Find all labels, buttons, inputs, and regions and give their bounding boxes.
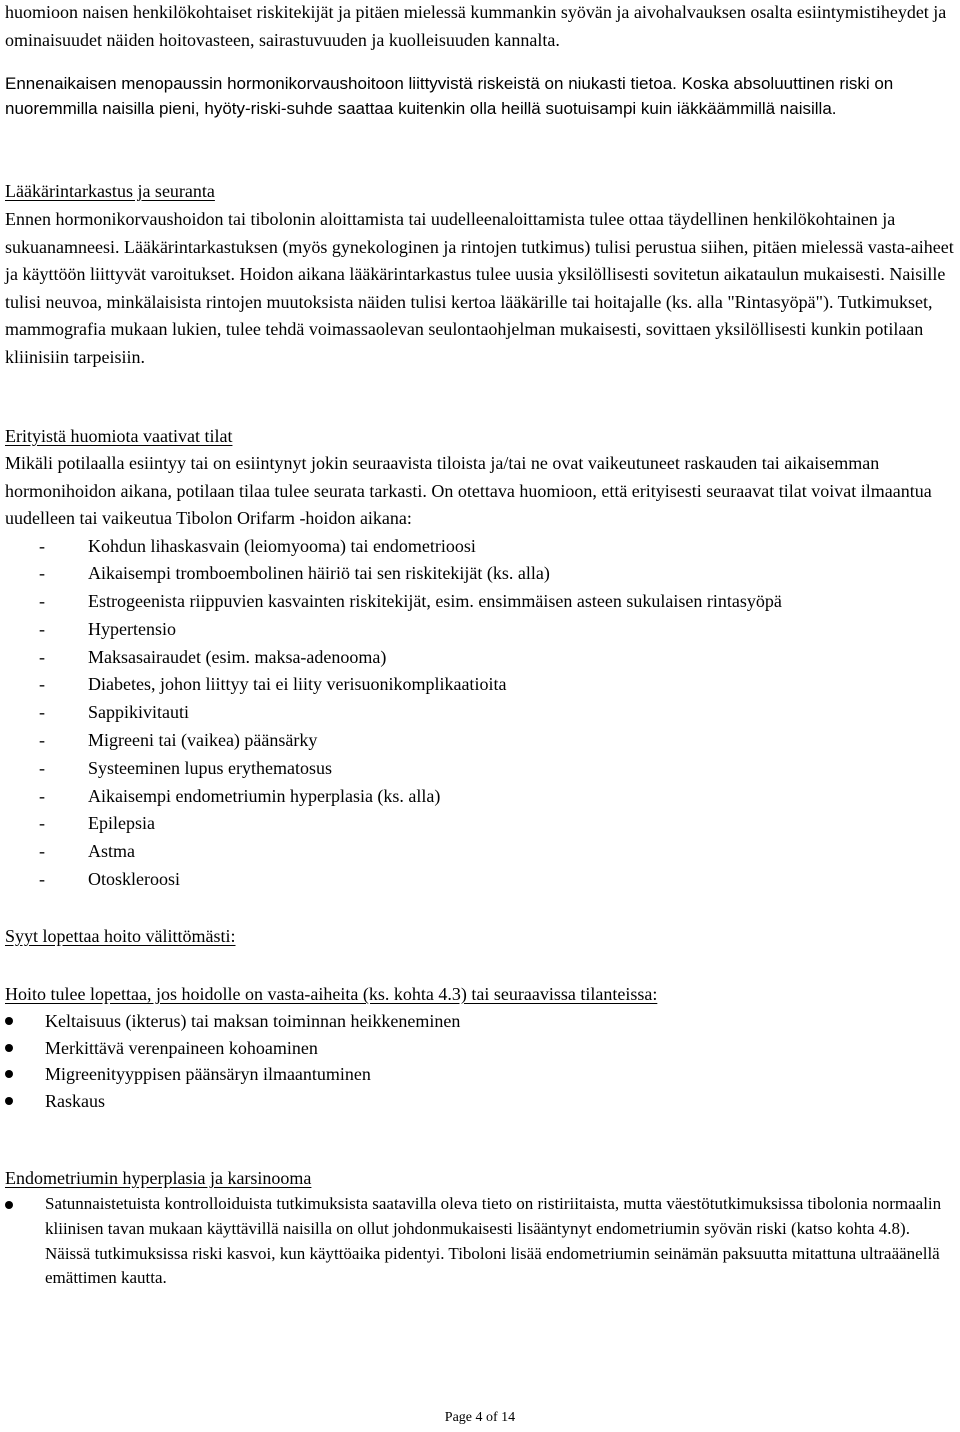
list-item-text: Systeeminen lupus erythematosus	[88, 757, 332, 778]
dash-marker: -	[39, 869, 45, 890]
section-checkup	[5, 178, 955, 371]
list-item-text: Merkittävä verenpaineen kohoaminen	[45, 1037, 318, 1058]
section-heading-endometrium: Endometriumin hyperplasia ja karsinooma	[5, 1168, 312, 1188]
list-item	[5, 616, 955, 644]
list-item-text: Migreenityyppisen päänsäryn ilmaantuminen	[45, 1064, 371, 1084]
list-item-text: Raskaus	[45, 1090, 105, 1111]
list-item-text: Epilepsia	[88, 813, 155, 834]
list-item-text: Estrogeenista riippuvien kasvainten riskitekijät, esim. ensimmäisen asteen sukulaisen rintasyöpä	[88, 591, 782, 612]
bullet-icon	[5, 1044, 13, 1052]
section-heading-checkup: Lääkärintarkastus ja seuranta	[5, 181, 215, 201]
section-endometrium	[5, 1165, 955, 1291]
dash-marker: -	[39, 785, 45, 806]
list-item	[5, 866, 955, 894]
conditions-list	[5, 533, 955, 894]
intro-paragraph: huomioon naisen henkilökohtaiset riskitekijät ja pitäen mielessä kummankin syövän ja aivohalvauksen osalta esiintymistiheydet ja ominaisuudet näiden hoitovasteen, sairastuvuuden ja kuolleisuuden kannalta.	[5, 2, 947, 50]
dash-marker: -	[39, 813, 45, 834]
page-footer: Page 4 of 14	[444, 1410, 516, 1425]
section-stop	[5, 923, 955, 950]
section-special	[5, 423, 955, 894]
list-item	[5, 810, 955, 838]
dash-marker: -	[39, 730, 45, 751]
dash-marker: -	[39, 563, 45, 584]
list-item-text: Astma	[88, 841, 135, 862]
list-item-text: Migreeni tai (vaikea) päänsärky	[88, 730, 318, 751]
endometrium-list	[5, 1192, 955, 1291]
list-item	[5, 1008, 955, 1035]
list-item	[5, 533, 955, 561]
list-item-text: Kohdun lihaskasvain (leiomyooma) tai endometrioosi	[88, 535, 476, 556]
dash-marker: -	[39, 646, 45, 667]
section-heading-special: Erityistä huomiota vaativat tilat	[5, 426, 233, 446]
dash-marker: -	[39, 841, 45, 862]
dash-marker: -	[39, 702, 45, 723]
section-text-special: Mikäli potilaalla esiintyy tai on esiintynyt jokin seuraavista tiloista ja/tai ne ovat vaikeutuneet raskauden tai aikaisemman hormonihoidon aikana, potilaan tilaa tulee seurata tarkasti. On otettava huomioon, että erityisesti seuraavat tilat voivat ilmaantua uudelleen tai vaikeutua Tibolon Orifarm -hoidon aikana:	[5, 453, 932, 528]
bullet-icon	[5, 1017, 13, 1025]
dash-marker: -	[39, 618, 45, 639]
list-item	[5, 588, 955, 616]
list-item-text: Hypertensio	[88, 618, 176, 639]
list-item	[5, 671, 955, 699]
list-item	[5, 1088, 955, 1115]
list-item	[5, 1035, 955, 1062]
list-item-text: Aikaisempi tromboembolinen häiriö tai sen riskitekijät (ks. alla)	[88, 563, 550, 584]
section-subheading-stop: Hoito tulee lopettaa, jos hoidolle on vasta-aiheita (ks. kohta 4.3) tai seuraavissa tilanteissa:	[5, 984, 658, 1004]
dash-marker: -	[39, 535, 45, 556]
list-item	[5, 838, 955, 866]
bullet-icon	[5, 1070, 13, 1078]
section-text-checkup: Ennen hormonikorvaushoidon tai tibolonin aloittamista tai uudelleenaloittamista tulee ottaa täydellinen henkilökohtainen ja sukuanamneesi. Lääkärintarkastuksen (myös gynekologinen ja rintojen tutkimus) tulisi perustua siihen, pitäen mielessä vasta-aiheet ja käyttöön liittyvät varoitukset. Hoidon aikana lääkärintarkastus tulee uusia yksilöllisesti sovitetun aikataulun mukaisesti. Naisille tulisi neuvoa, minkälaisista rintojen muutoksista näiden tulisi kertoa lääkärille tai hoitajalle (ks. alla "Rintasyöpä"). Tutkimukset, mammografia mukaan lukien, tulee tehdä voimassaolevan seulontaohjelman mukaisesti, sovittaen yksilöllisesti kunkin potilaan kliinisiin tarpeisiin.	[5, 209, 954, 367]
dash-marker: -	[39, 757, 45, 778]
list-item-text: Maksasairaudet (esim. maksa-adenooma)	[88, 646, 387, 667]
bullet-icon	[5, 1097, 13, 1105]
list-item	[5, 783, 955, 811]
list-item-text: Keltaisuus (ikterus) tai maksan toiminnan heikkeneminen	[45, 1011, 461, 1031]
section-stop-details	[5, 981, 955, 1114]
list-item	[5, 1192, 955, 1291]
list-item	[5, 755, 955, 783]
list-item	[5, 644, 955, 672]
list-item	[5, 560, 955, 588]
list-item	[5, 1061, 955, 1088]
bullet-icon	[5, 1201, 13, 1209]
section-heading-stop: Syyt lopettaa hoito välittömästi:	[5, 926, 236, 946]
list-item-text: Diabetes, johon liittyy tai ei liity verisuonikomplikaatioita	[88, 674, 507, 695]
dash-marker: -	[39, 591, 45, 612]
list-item-text: Otoskleroosi	[88, 869, 180, 890]
list-item	[5, 727, 955, 755]
menopause-paragraph: Ennenaikaisen menopaussin hormonikorvaushoitoon liittyvistä riskeistä on niukasti tietoa. Koska absoluuttinen riski on nuoremmilla naisilla pieni, hyöty-riski-suhde saattaa kuitenkin olla heillä suotuisampi kuin iäkkäämmillä naisilla.	[5, 74, 894, 118]
list-item-text: Satunnaistetuista kontrolloiduista tutkimuksista saatavilla oleva tieto on ristiriitaista, mutta väestötutkimuksissa tibolonia normaalin kliinisen tavan mukaan käyttävillä naisilla on ollut johdonmukaisesti lisääntynyt endometriumin syövän riski (katso kohta 4.8). Näissä tutkimuksissa riski kasvoi, kun käyttöaika pidentyi. Tiboloni lisää endometriumin seinämän paksuutta mitattuna ultraäänellä emättimen kautta.	[45, 1194, 942, 1288]
stop-reasons-list	[5, 1008, 955, 1114]
dash-marker: -	[39, 674, 45, 695]
list-item-text: Aikaisempi endometriumin hyperplasia (ks. alla)	[88, 785, 441, 806]
list-item	[5, 699, 955, 727]
list-item-text: Sappikivitauti	[88, 702, 189, 723]
